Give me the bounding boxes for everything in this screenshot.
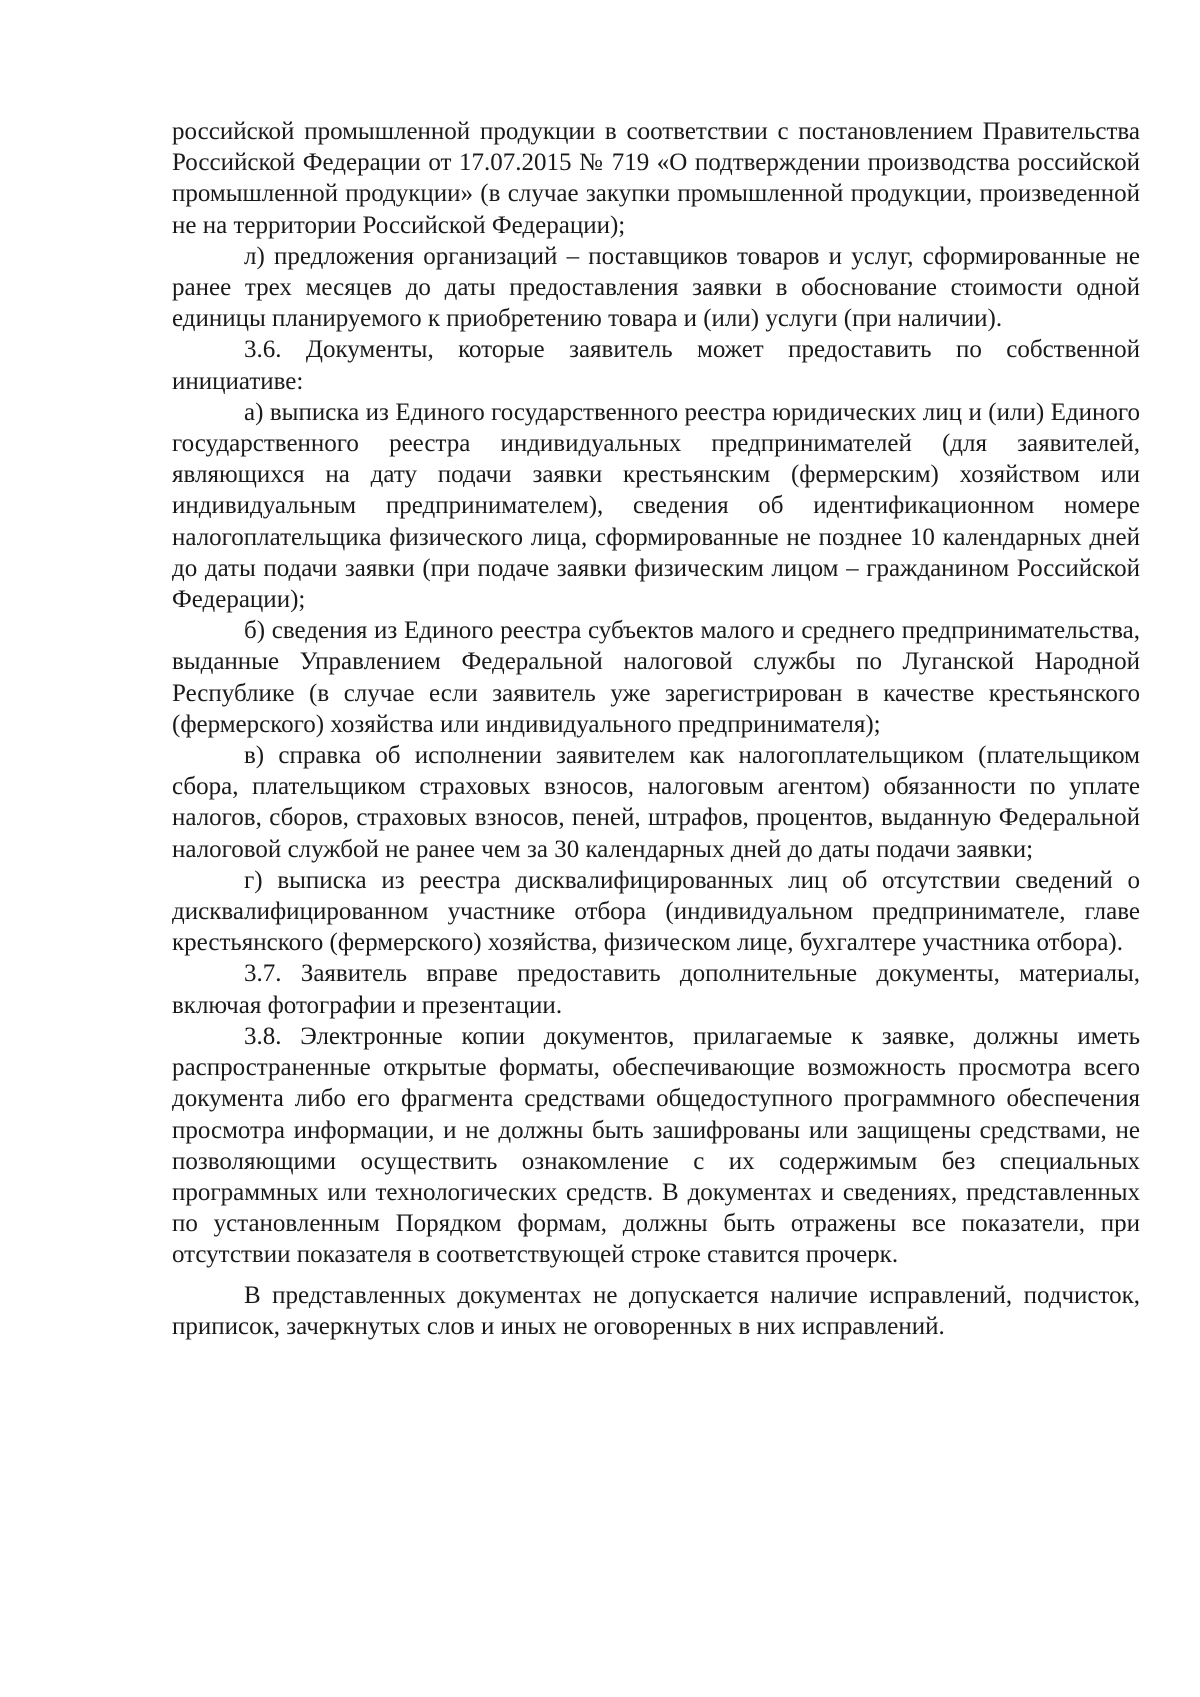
paragraph-no-corrections: В представленных документах не допускается наличие исправлений, подчисток, приписок, зачеркнутых слов и иных не оговоренных в них исправлений.: [172, 1281, 1140, 1340]
paragraph-continuation: российской промышленной продукции в соответствии с постановлением Правительства Российской Федерации от 17.07.2015 № 719 «О подтверждении производства российской промышленной продукции» (в случае закупки промышленной продукции, произведенной не на территории Российской Федерации);: [172, 118, 1140, 239]
paragraph-item-g: г) выписка из реестра дисквалифицированных лиц об отсутствии сведений о дисквалифицированном участнике отбора (индивидуальном предпринимателе, главе крестьянского (фермерского) хозяйства, физическом лице, бухгалтере участника отбора).: [172, 866, 1140, 957]
paragraph-3-7: 3.7. Заявитель вправе предоставить дополнительные документы, материалы, включая фотографии и презентации.: [172, 960, 1140, 1019]
paragraph-item-a: а) выписка из Единого государственного реестра юридических лиц и (или) Единого государственного реестра индивидуальных предпринимателей (для заявителей, являющихся на дату подачи заявки крестьянским (фермерским) хозяйством или индивидуальным предпринимателем), сведения об идентификационном номере налогоплательщика физического лица, сформированные не позднее 10 календарных дней до даты подачи заявки (при подаче заявки физическим лицом – гражданином Российской Федерации);: [172, 398, 1140, 614]
paragraph-item-l: л) предложения организаций – поставщиков товаров и услуг, сформированные не ранее трех месяцев до даты предоставления заявки в обоснование стоимости одной единицы планируемого к приобретению товара и (или) услуги (при наличии).: [172, 242, 1140, 333]
paragraph-3-6: 3.6. Документы, которые заявитель может предоставить по собственной инициативе:: [172, 336, 1140, 395]
paragraph-item-b: б) сведения из Единого реестра субъектов малого и среднего предпринимательства, выданные Управлением Федеральной налоговой службы по Луганской Народной Республике (в случае если заявитель уже зарегистрирован в качестве крестьянского (фермерского) хозяйства или индивидуального предпринимателя);: [172, 617, 1140, 738]
document-body: [172, 116, 1140, 1342]
paragraph-3-8: 3.8. Электронные копии документов, прилагаемые к заявке, должны иметь распространенные открытые форматы, обеспечивающие возможность просмотра всего документа либо его фрагмента средствами общедоступного программного обеспечения просмотра информации, и не должны быть зашифрованы или защищены средствами, не позволяющими осуществить ознакомление с их содержимым без специальных программных или технологических средств. В документах и сведениях, представленных по установленным Порядком формам, должны быть отражены все показатели, при отсутствии показателя в соответствующей строке ставится прочерк.: [172, 1022, 1140, 1269]
paragraph-item-v: в) справка об исполнении заявителем как налогоплательщиком (плательщиком сбора, плательщиком страховых взносов, налоговым агентом) обязанности по уплате налогов, сборов, страховых взносов, пеней, штрафов, процентов, выданную Федеральной налоговой службой не ранее чем за 30 календарных дней до даты подачи заявки;: [172, 742, 1140, 863]
